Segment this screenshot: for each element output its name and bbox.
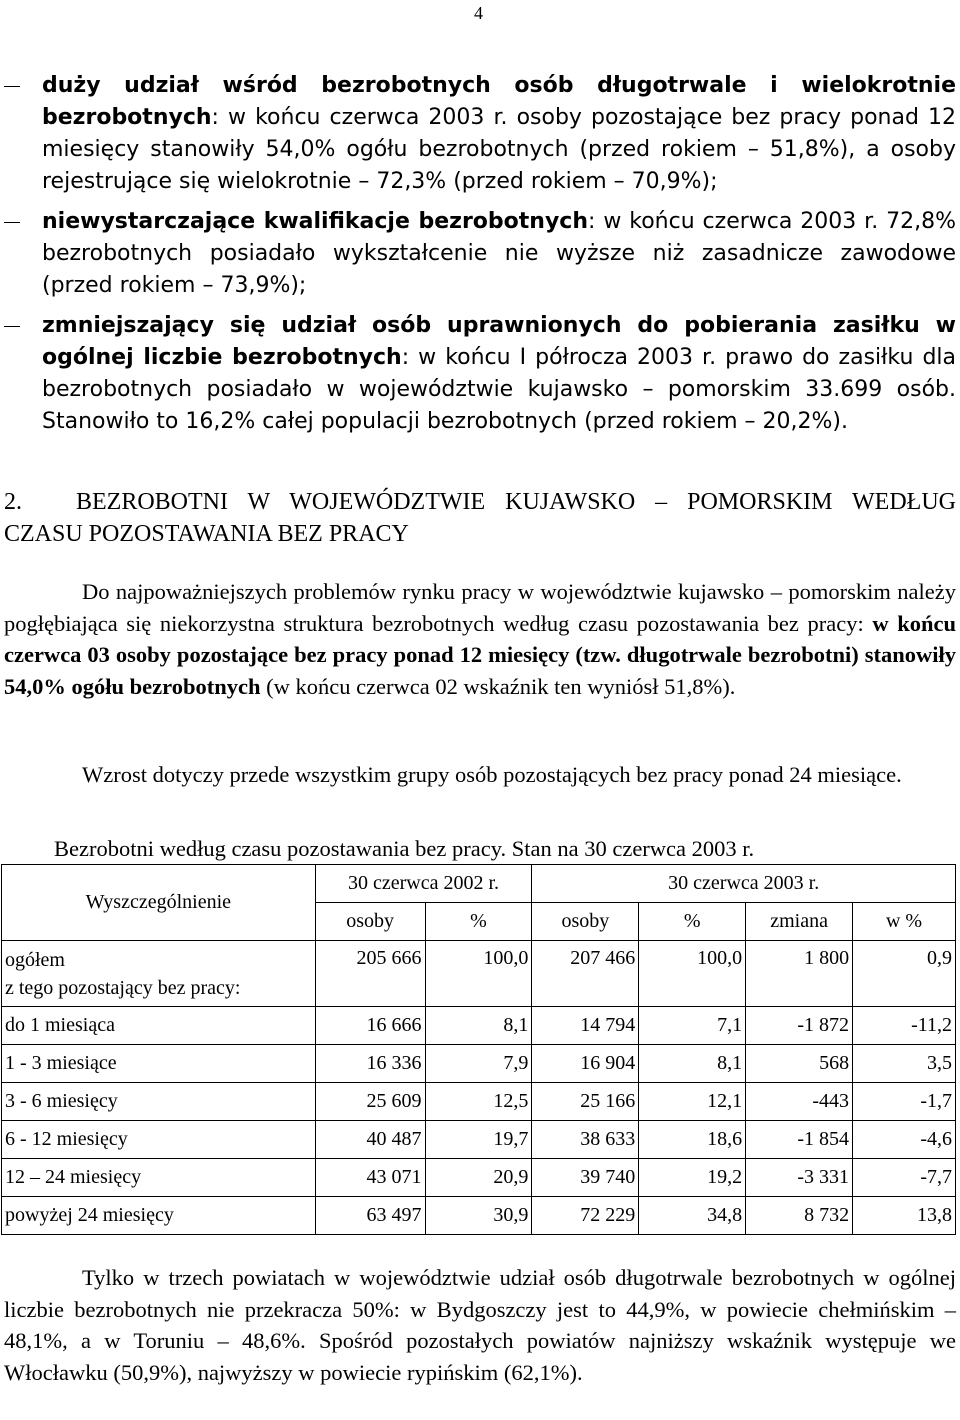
cell: 100,0 xyxy=(639,941,746,1007)
cell: 205 666 xyxy=(315,941,425,1007)
subheader-cell: w % xyxy=(853,903,956,941)
table-row xyxy=(2,1121,956,1159)
paragraph-districts: Tylko w trzech powiatach w województwie udział osób długotrwale bezrobotnych w ogólnej liczbie bezrobotnych nie przekracza 50%: w Bydgoszczy jest to 44,9%, w powiecie chełmińskim – 48,1%, a w Toruniu – 48,6%. Spośród pozostałych powiatów najniższy wskaźnik występuje we Włocławku (50,9%), najwyższy w powiecie rypińskim (62,1%). xyxy=(4,1265,956,1385)
cell: 207 466 xyxy=(532,941,639,1007)
cell: 19,2 xyxy=(639,1159,746,1197)
header-group-2002: 30 czerwca 2002 r. xyxy=(315,865,532,903)
paragraph-text: Do najpoważniejszych problemów rynku pracy w województwie kujawsko – pomorskim należy pogłębiająca się niekorzystna struktura bezrobotnych według czasu pozostawania bez pracy: xyxy=(4,579,956,636)
bullet-heading: niewystarczające kwalifikacje bezrobotnych xyxy=(42,209,588,234)
cell: -3 331 xyxy=(746,1159,853,1197)
bullet-text: : w końcu czerwca 2003 r. 72,8% bezrobotnych posiadało wykształcenie nie wyższe niż zasadnicze zawodowe (przed rokiem – 73,9%); xyxy=(42,209,956,298)
table-row xyxy=(2,1197,956,1235)
section-title: BEZROBOTNI W WOJEWÓDZTWIE KUJAWSKO – POMORSKIM WEDŁUG CZASU POZOSTAWANIA BEZ PRACY xyxy=(4,489,956,547)
cell: 12,5 xyxy=(425,1083,532,1121)
cell: 7,9 xyxy=(425,1045,532,1083)
cell: 19,7 xyxy=(425,1121,532,1159)
cell: 18,6 xyxy=(639,1121,746,1159)
cell: 3,5 xyxy=(853,1045,956,1083)
subheader-cell: % xyxy=(425,903,532,941)
row-label-line: ogółem xyxy=(5,948,65,971)
cell: 12,1 xyxy=(639,1083,746,1121)
bullet-heading: zmniejszający się udział osób uprawnionych do pobierania zasiłku w ogólnej liczbie bezrobotnych xyxy=(42,313,956,370)
paragraph-structure xyxy=(4,576,956,702)
page-number: 4 xyxy=(474,3,483,23)
cell: 8,1 xyxy=(639,1045,746,1083)
table-row-total xyxy=(2,941,956,1007)
table-row xyxy=(2,1007,956,1045)
row-label: powyżej 24 miesięcy xyxy=(2,1197,316,1235)
bullet-item-benefit-entitled xyxy=(0,310,960,438)
section-heading xyxy=(4,486,956,550)
cell: -1,7 xyxy=(853,1083,956,1121)
cell: 38 633 xyxy=(532,1121,639,1159)
cell: 30,9 xyxy=(425,1197,532,1235)
cell: 40 487 xyxy=(315,1121,425,1159)
bullet-item-qualifications xyxy=(0,206,960,302)
cell: 16 666 xyxy=(315,1007,425,1045)
row-label: 1 - 3 miesiące xyxy=(2,1045,316,1083)
cell: -7,7 xyxy=(853,1159,956,1197)
table-row xyxy=(2,1083,956,1121)
cell: 63 497 xyxy=(315,1197,425,1235)
cell: 0,9 xyxy=(853,941,956,1007)
subheader-cell: osoby xyxy=(315,903,425,941)
cell: -1 872 xyxy=(746,1007,853,1045)
cell: 16 336 xyxy=(315,1045,425,1083)
subheader-cell: osoby xyxy=(532,903,639,941)
cell: -443 xyxy=(746,1083,853,1121)
row-label: 3 - 6 miesięcy xyxy=(2,1083,316,1121)
row-label xyxy=(2,941,316,1007)
cell: 20,9 xyxy=(425,1159,532,1197)
cell: 568 xyxy=(746,1045,853,1083)
cell: 16 904 xyxy=(532,1045,639,1083)
subheader-cell: zmiana xyxy=(746,903,853,941)
row-label-line: z tego pozostający bez pracy: xyxy=(5,976,241,999)
row-label: 6 - 12 miesięcy xyxy=(2,1121,316,1159)
cell: -4,6 xyxy=(853,1121,956,1159)
cell: 39 740 xyxy=(532,1159,639,1197)
paragraph-emphasis: w końcu czerwca 03 osoby pozostające bez pracy ponad 12 miesięcy (tzw. długotrwale bezrobotni) stanowiły 54,0% ogółu bezrobotnych xyxy=(4,610,957,699)
table-row xyxy=(2,1159,956,1197)
cell: 25 609 xyxy=(315,1083,425,1121)
cell: 1 800 xyxy=(746,941,853,1007)
paragraph-growth: Wzrost dotyczy przede wszystkim grupy osób pozostających bez pracy ponad 24 miesiące. xyxy=(82,762,902,787)
bullet-list xyxy=(0,70,960,446)
cell: 100,0 xyxy=(425,941,532,1007)
cell: 8,1 xyxy=(425,1007,532,1045)
cell: 34,8 xyxy=(639,1197,746,1235)
section-number: 2. xyxy=(4,489,22,515)
cell: -11,2 xyxy=(853,1007,956,1045)
unemployment-duration-table xyxy=(1,864,956,1235)
cell: 72 229 xyxy=(532,1197,639,1235)
cell: 7,1 xyxy=(639,1007,746,1045)
cell: 43 071 xyxy=(315,1159,425,1197)
table-header-row xyxy=(2,865,956,903)
header-group-2003: 30 czerwca 2003 r. xyxy=(532,865,956,903)
cell: 14 794 xyxy=(532,1007,639,1045)
cell: -1 854 xyxy=(746,1121,853,1159)
row-label: do 1 miesiąca xyxy=(2,1007,316,1045)
row-label: 12 – 24 miesięcy xyxy=(2,1159,316,1197)
table-row xyxy=(2,1045,956,1083)
table-caption: Bezrobotni według czasu pozostawania bez pracy. Stan na 30 czerwca 2003 r. xyxy=(54,836,755,861)
bullet-text: : w końcu czerwca 2003 r. osoby pozostające bez pracy ponad 12 miesięcy stanowiły 54,0% ogółu bezrobotnych (przed rokiem – 51,8%), a osoby rejestrujące się wielokrotnie – 72,3% (przed rokiem – 70,9%); xyxy=(42,105,956,194)
paragraph-text: (w końcu czerwca 02 wskaźnik ten wyniósł 51,8%). xyxy=(260,673,736,699)
cell: 25 166 xyxy=(532,1083,639,1121)
bullet-heading: duży udział wśród bezrobotnych osób długotrwale i wielokrotnie bezrobotnych xyxy=(42,73,956,130)
bullet-text: : w końcu I półrocza 2003 r. prawo do zasiłku dla bezrobotnych posiadało w województwie kujawsko – pomorskim 33.699 osób. Stanowiło to 16,2% całej populacji bezrobotnych (przed rokiem – 20,2%). xyxy=(42,345,957,434)
cell: 8 732 xyxy=(746,1197,853,1235)
cell: 13,8 xyxy=(853,1197,956,1235)
header-label: Wyszczególnienie xyxy=(2,865,316,941)
subheader-cell: % xyxy=(639,903,746,941)
bullet-item-long-term-unemployed xyxy=(0,70,960,198)
